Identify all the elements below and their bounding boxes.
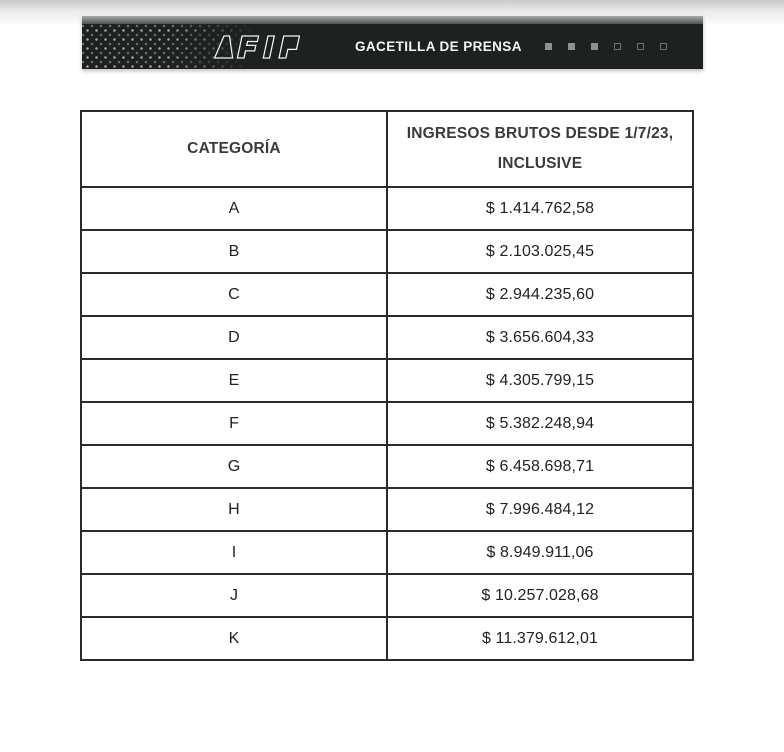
amount-cell: $ 1.414.762,58	[387, 187, 693, 230]
amount-cell: $ 8.949.911,06	[387, 531, 693, 574]
amount-cell: $ 2.944.235,60	[387, 273, 693, 316]
table-header-row	[81, 111, 693, 187]
category-cell: C	[81, 273, 387, 316]
category-cell: I	[81, 531, 387, 574]
amount-cell: $ 4.305.799,15	[387, 359, 693, 402]
table-row	[81, 316, 693, 359]
table-row	[81, 617, 693, 660]
category-cell: A	[81, 187, 387, 230]
table-row	[81, 273, 693, 316]
press-banner	[82, 16, 703, 69]
table-row	[81, 187, 693, 230]
column-header-ingresos: INGRESOS BRUTOS DESDE 1/7/23, INCLUSIVE	[387, 111, 693, 187]
amount-cell: $ 10.257.028,68	[387, 574, 693, 617]
table-row	[81, 230, 693, 273]
table-row	[81, 445, 693, 488]
category-cell: B	[81, 230, 387, 273]
category-cell: E	[81, 359, 387, 402]
table-row	[81, 531, 693, 574]
table-row	[81, 359, 693, 402]
category-cell: F	[81, 402, 387, 445]
amount-cell: $ 2.103.025,45	[387, 230, 693, 273]
amount-cell: $ 3.656.604,33	[387, 316, 693, 359]
banner-decor-squares	[545, 43, 667, 50]
amount-cell: $ 7.996.484,12	[387, 488, 693, 531]
amount-cell: $ 5.382.248,94	[387, 402, 693, 445]
category-cell: H	[81, 488, 387, 531]
category-cell: G	[81, 445, 387, 488]
table-row	[81, 402, 693, 445]
square-filled-icon	[591, 43, 598, 50]
square-outlined-icon	[614, 43, 621, 50]
banner-title: GACETILLA DE PRENSA	[355, 39, 522, 54]
amount-cell: $ 6.458.698,71	[387, 445, 693, 488]
square-filled-icon	[568, 43, 575, 50]
square-filled-icon	[545, 43, 552, 50]
category-cell: K	[81, 617, 387, 660]
halftone-dots-pattern	[82, 24, 267, 69]
amount-cell: $ 11.379.612,01	[387, 617, 693, 660]
category-cell: D	[81, 316, 387, 359]
square-outlined-icon	[660, 43, 667, 50]
category-cell: J	[81, 574, 387, 617]
categories-table	[80, 110, 694, 661]
table-row	[81, 574, 693, 617]
column-header-categoria: CATEGORÍA	[81, 111, 387, 187]
banner-top-strip	[82, 16, 703, 24]
square-outlined-icon	[637, 43, 644, 50]
table-row	[81, 488, 693, 531]
